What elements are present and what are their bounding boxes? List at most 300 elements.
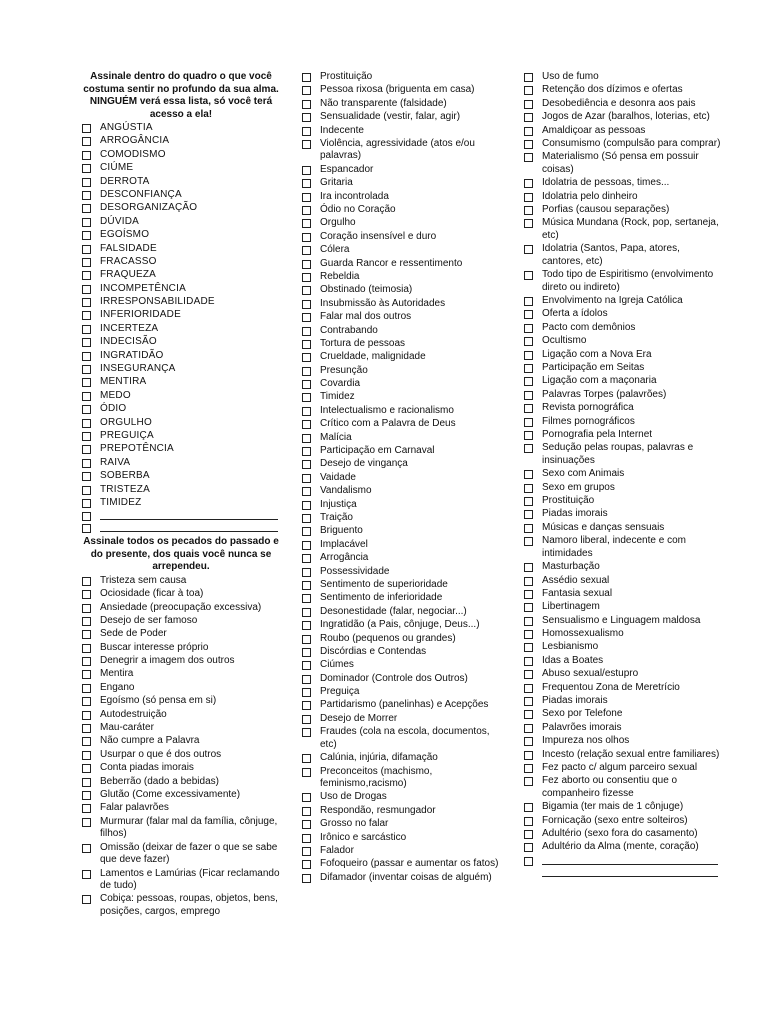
checkbox[interactable]: [524, 297, 533, 306]
checklist-item[interactable]: [300, 418, 502, 431]
checklist-item[interactable]: [300, 191, 502, 204]
checklist-item[interactable]: [300, 872, 502, 885]
checkbox[interactable]: [302, 193, 311, 202]
checklist-item[interactable]: [522, 641, 722, 654]
checkbox[interactable]: [302, 860, 311, 869]
blank-entry[interactable]: [80, 510, 282, 521]
checkbox[interactable]: [82, 271, 91, 280]
checkbox[interactable]: [302, 820, 311, 829]
checkbox[interactable]: [302, 300, 311, 309]
checklist-item[interactable]: [300, 125, 502, 138]
checklist-item[interactable]: [522, 217, 722, 242]
checkbox[interactable]: [302, 233, 311, 242]
checkbox[interactable]: [524, 271, 533, 280]
checkbox[interactable]: [524, 113, 533, 122]
checkbox[interactable]: [524, 510, 533, 519]
checklist-item[interactable]: [300, 258, 502, 271]
checkbox[interactable]: [82, 895, 91, 904]
checkbox[interactable]: [524, 431, 533, 440]
checkbox[interactable]: [302, 246, 311, 255]
checkbox[interactable]: [82, 204, 91, 213]
checklist-item[interactable]: [80, 176, 282, 189]
checkbox[interactable]: [302, 675, 311, 684]
checkbox[interactable]: [524, 803, 533, 812]
checkbox[interactable]: [302, 834, 311, 843]
checklist-item[interactable]: [522, 482, 722, 495]
checklist-item[interactable]: [80, 842, 282, 867]
checkbox[interactable]: [82, 472, 91, 481]
checklist-item[interactable]: [300, 485, 502, 498]
checklist-item[interactable]: [522, 375, 722, 388]
checklist-item[interactable]: [80, 229, 282, 242]
checkbox[interactable]: [524, 404, 533, 413]
checklist-item[interactable]: [522, 389, 722, 402]
checklist-item[interactable]: [300, 686, 502, 699]
checklist-item[interactable]: [300, 633, 502, 646]
checkbox[interactable]: [302, 73, 311, 82]
checklist-item[interactable]: [300, 445, 502, 458]
checklist-item[interactable]: [300, 791, 502, 804]
checklist-item[interactable]: [80, 457, 282, 470]
checkbox[interactable]: [524, 657, 533, 666]
checkbox[interactable]: [82, 285, 91, 294]
checkbox[interactable]: [302, 715, 311, 724]
checklist-item[interactable]: [80, 149, 282, 162]
checklist-item[interactable]: [522, 628, 722, 641]
checkbox[interactable]: [302, 260, 311, 269]
checkbox[interactable]: [524, 764, 533, 773]
checklist-item[interactable]: [80, 682, 282, 695]
checkbox[interactable]: [82, 524, 91, 533]
checkbox[interactable]: [302, 166, 311, 175]
checklist-item[interactable]: [300, 818, 502, 831]
checklist-item[interactable]: [300, 284, 502, 297]
checkbox[interactable]: [302, 501, 311, 510]
checklist-item[interactable]: [522, 601, 722, 614]
checkbox[interactable]: [302, 367, 311, 376]
blank-line[interactable]: [542, 867, 718, 877]
checklist-item[interactable]: [522, 668, 722, 681]
checklist-item[interactable]: [522, 695, 722, 708]
checklist-item[interactable]: [300, 726, 502, 751]
checkbox[interactable]: [524, 153, 533, 162]
checkbox[interactable]: [302, 754, 311, 763]
blank-line[interactable]: [100, 522, 278, 532]
checkbox[interactable]: [82, 590, 91, 599]
checkbox[interactable]: [524, 484, 533, 493]
checkbox[interactable]: [302, 393, 311, 402]
checkbox[interactable]: [302, 793, 311, 802]
checkbox[interactable]: [524, 337, 533, 346]
checklist-item[interactable]: [80, 762, 282, 775]
checklist-item[interactable]: [300, 311, 502, 324]
checklist-item[interactable]: [522, 561, 722, 574]
checkbox[interactable]: [82, 378, 91, 387]
checklist-item[interactable]: [300, 338, 502, 351]
checkbox[interactable]: [302, 380, 311, 389]
checklist-item[interactable]: [300, 244, 502, 257]
checklist-item[interactable]: [522, 588, 722, 601]
checkbox[interactable]: [524, 577, 533, 586]
checklist-item[interactable]: [80, 893, 282, 918]
checklist-item[interactable]: [80, 642, 282, 655]
checkbox[interactable]: [524, 697, 533, 706]
checkbox[interactable]: [524, 206, 533, 215]
checklist-item[interactable]: [300, 592, 502, 605]
checkbox[interactable]: [82, 486, 91, 495]
checklist-item[interactable]: [80, 668, 282, 681]
checklist-item[interactable]: [522, 349, 722, 362]
checkbox[interactable]: [82, 737, 91, 746]
checklist-item[interactable]: [80, 735, 282, 748]
checklist-item[interactable]: [80, 575, 282, 588]
checkbox[interactable]: [524, 219, 533, 228]
checklist-item[interactable]: [80, 296, 282, 309]
checkbox[interactable]: [302, 474, 311, 483]
checkbox[interactable]: [82, 191, 91, 200]
checkbox[interactable]: [82, 352, 91, 361]
checklist-item[interactable]: [300, 271, 502, 284]
checkbox[interactable]: [82, 818, 91, 827]
checkbox[interactable]: [82, 791, 91, 800]
checklist-item[interactable]: [300, 432, 502, 445]
checklist-item[interactable]: [522, 125, 722, 138]
checklist-item[interactable]: [300, 752, 502, 765]
checklist-item[interactable]: [300, 673, 502, 686]
checkbox[interactable]: [82, 499, 91, 508]
checkbox[interactable]: [82, 231, 91, 240]
checkbox[interactable]: [82, 405, 91, 414]
checkbox[interactable]: [524, 179, 533, 188]
checklist-item[interactable]: [80, 162, 282, 175]
checkbox[interactable]: [302, 327, 311, 336]
checklist-item[interactable]: [80, 189, 282, 202]
checkbox[interactable]: [302, 273, 311, 282]
checkbox[interactable]: [524, 193, 533, 202]
checkbox[interactable]: [82, 325, 91, 334]
checklist-item[interactable]: [522, 508, 722, 521]
checklist-item[interactable]: [80, 655, 282, 668]
checklist-item[interactable]: [522, 177, 722, 190]
checklist-item[interactable]: [300, 351, 502, 364]
checklist-item[interactable]: [522, 775, 722, 800]
checkbox[interactable]: [524, 603, 533, 612]
checklist-item[interactable]: [522, 749, 722, 762]
checklist-item[interactable]: [80, 243, 282, 256]
checkbox[interactable]: [302, 541, 311, 550]
checklist-item[interactable]: [522, 269, 722, 294]
checklist-item[interactable]: [80, 602, 282, 615]
checkbox[interactable]: [302, 113, 311, 122]
checklist-item[interactable]: [300, 566, 502, 579]
checklist-item[interactable]: [300, 458, 502, 471]
checkbox[interactable]: [82, 870, 91, 879]
checklist-item[interactable]: [300, 391, 502, 404]
checkbox[interactable]: [524, 470, 533, 479]
checklist-item[interactable]: [300, 606, 502, 619]
checkbox[interactable]: [302, 313, 311, 322]
checkbox[interactable]: [524, 830, 533, 839]
checkbox[interactable]: [524, 364, 533, 373]
checklist-item[interactable]: [80, 615, 282, 628]
checkbox[interactable]: [82, 751, 91, 760]
blank-line[interactable]: [542, 855, 718, 865]
checklist-item[interactable]: [522, 722, 722, 735]
checkbox[interactable]: [302, 487, 311, 496]
checkbox[interactable]: [524, 643, 533, 652]
checkbox[interactable]: [82, 311, 91, 320]
checklist-item[interactable]: [80, 336, 282, 349]
checkbox[interactable]: [82, 711, 91, 720]
checkbox[interactable]: [524, 245, 533, 254]
checklist-item[interactable]: [522, 295, 722, 308]
checklist-item[interactable]: [80, 323, 282, 336]
checklist-item[interactable]: [80, 269, 282, 282]
checklist-item[interactable]: [300, 845, 502, 858]
checkbox[interactable]: [524, 670, 533, 679]
checkbox[interactable]: [302, 353, 311, 362]
checkbox[interactable]: [82, 657, 91, 666]
checkbox[interactable]: [82, 617, 91, 626]
checkbox[interactable]: [82, 164, 91, 173]
checkbox[interactable]: [524, 377, 533, 386]
checkbox[interactable]: [302, 86, 311, 95]
checklist-item[interactable]: [80, 403, 282, 416]
checkbox[interactable]: [82, 512, 91, 521]
checkbox[interactable]: [302, 100, 311, 109]
checklist-item[interactable]: [80, 470, 282, 483]
checkbox[interactable]: [524, 391, 533, 400]
checklist-item[interactable]: [300, 472, 502, 485]
checklist-item[interactable]: [522, 495, 722, 508]
checkbox[interactable]: [524, 324, 533, 333]
checklist-item[interactable]: [522, 335, 722, 348]
checklist-item[interactable]: [522, 308, 722, 321]
checklist-item[interactable]: [522, 111, 722, 124]
checkbox[interactable]: [524, 444, 533, 453]
checklist-item[interactable]: [300, 378, 502, 391]
checklist-item[interactable]: [522, 71, 722, 84]
checkbox[interactable]: [302, 514, 311, 523]
checklist-item[interactable]: [300, 217, 502, 230]
checkbox[interactable]: [524, 590, 533, 599]
checklist-item[interactable]: [80, 776, 282, 789]
checkbox[interactable]: [82, 151, 91, 160]
checklist-item[interactable]: [80, 363, 282, 376]
checklist-item[interactable]: [300, 805, 502, 818]
checklist-item[interactable]: [300, 552, 502, 565]
checklist-item[interactable]: [522, 243, 722, 268]
checkbox[interactable]: [302, 407, 311, 416]
checklist-item[interactable]: [300, 619, 502, 632]
checklist-item[interactable]: [300, 512, 502, 525]
checklist-item[interactable]: [80, 283, 282, 296]
checkbox[interactable]: [524, 100, 533, 109]
checkbox[interactable]: [524, 418, 533, 427]
checklist-item[interactable]: [300, 98, 502, 111]
checklist-item[interactable]: [522, 204, 722, 217]
checklist-item[interactable]: [80, 722, 282, 735]
checkbox[interactable]: [82, 392, 91, 401]
blank-entry[interactable]: [522, 855, 722, 866]
checkbox[interactable]: [82, 604, 91, 613]
checkbox[interactable]: [524, 710, 533, 719]
checkbox[interactable]: [524, 537, 533, 546]
checklist-item[interactable]: [522, 522, 722, 535]
blank-entry[interactable]: [80, 522, 282, 533]
checklist-item[interactable]: [80, 789, 282, 802]
checklist-item[interactable]: [522, 708, 722, 721]
checkbox[interactable]: [524, 737, 533, 746]
checkbox[interactable]: [302, 648, 311, 657]
checkbox[interactable]: [302, 847, 311, 856]
checklist-item[interactable]: [300, 539, 502, 552]
checklist-item[interactable]: [300, 525, 502, 538]
checkbox[interactable]: [82, 670, 91, 679]
checklist-item[interactable]: [80, 350, 282, 363]
checklist-item[interactable]: [522, 828, 722, 841]
checkbox[interactable]: [82, 844, 91, 853]
checkbox[interactable]: [302, 621, 311, 630]
checklist-item[interactable]: [300, 499, 502, 512]
checklist-item[interactable]: [80, 695, 282, 708]
checklist-item[interactable]: [300, 405, 502, 418]
checkbox[interactable]: [82, 245, 91, 254]
checklist-item[interactable]: [80, 443, 282, 456]
checklist-item[interactable]: [80, 709, 282, 722]
checklist-item[interactable]: [80, 588, 282, 601]
checkbox[interactable]: [302, 874, 311, 883]
checklist-item[interactable]: [522, 535, 722, 560]
checklist-item[interactable]: [522, 151, 722, 176]
checklist-item[interactable]: [300, 832, 502, 845]
checklist-item[interactable]: [300, 204, 502, 217]
checklist-item[interactable]: [300, 646, 502, 659]
checkbox[interactable]: [82, 445, 91, 454]
checkbox[interactable]: [302, 140, 311, 149]
checkbox[interactable]: [524, 751, 533, 760]
checkbox[interactable]: [302, 447, 311, 456]
checklist-item[interactable]: [522, 429, 722, 442]
checklist-item[interactable]: [80, 122, 282, 135]
checkbox[interactable]: [302, 594, 311, 603]
checkbox[interactable]: [82, 697, 91, 706]
checklist-item[interactable]: [300, 111, 502, 124]
checklist-item[interactable]: [300, 71, 502, 84]
checklist-item[interactable]: [522, 362, 722, 375]
checklist-item[interactable]: [80, 202, 282, 215]
checklist-item[interactable]: [300, 298, 502, 311]
checklist-item[interactable]: [522, 191, 722, 204]
checklist-item[interactable]: [300, 325, 502, 338]
checkbox[interactable]: [82, 137, 91, 146]
checkbox[interactable]: [82, 459, 91, 468]
checkbox[interactable]: [524, 817, 533, 826]
checklist-item[interactable]: [80, 376, 282, 389]
checklist-item[interactable]: [80, 628, 282, 641]
checklist-item[interactable]: [522, 682, 722, 695]
checklist-item[interactable]: [522, 468, 722, 481]
checklist-item[interactable]: [80, 135, 282, 148]
checklist-item[interactable]: [522, 655, 722, 668]
checklist-item[interactable]: [300, 164, 502, 177]
checkbox[interactable]: [524, 140, 533, 149]
checkbox[interactable]: [302, 568, 311, 577]
checkbox[interactable]: [302, 581, 311, 590]
checkbox[interactable]: [82, 124, 91, 133]
checkbox[interactable]: [524, 617, 533, 626]
checklist-item[interactable]: [522, 815, 722, 828]
checkbox[interactable]: [302, 286, 311, 295]
checkbox[interactable]: [82, 644, 91, 653]
checkbox[interactable]: [524, 724, 533, 733]
checkbox[interactable]: [524, 86, 533, 95]
checkbox[interactable]: [524, 524, 533, 533]
checklist-item[interactable]: [300, 365, 502, 378]
checkbox[interactable]: [82, 724, 91, 733]
checklist-item[interactable]: [80, 868, 282, 893]
checkbox[interactable]: [82, 338, 91, 347]
checkbox[interactable]: [524, 630, 533, 639]
checklist-item[interactable]: [80, 816, 282, 841]
checklist-item[interactable]: [522, 138, 722, 151]
checkbox[interactable]: [82, 764, 91, 773]
checklist-item[interactable]: [300, 138, 502, 163]
checklist-item[interactable]: [80, 484, 282, 497]
checklist-item[interactable]: [80, 256, 282, 269]
checkbox[interactable]: [82, 432, 91, 441]
checkbox[interactable]: [302, 661, 311, 670]
checkbox[interactable]: [82, 178, 91, 187]
checkbox[interactable]: [82, 365, 91, 374]
checkbox[interactable]: [302, 127, 311, 136]
checkbox[interactable]: [302, 688, 311, 697]
checkbox[interactable]: [82, 630, 91, 639]
checkbox[interactable]: [302, 340, 311, 349]
checkbox[interactable]: [524, 563, 533, 572]
checklist-item[interactable]: [522, 801, 722, 814]
checkbox[interactable]: [524, 843, 533, 852]
checkbox[interactable]: [302, 807, 311, 816]
checklist-item[interactable]: [80, 802, 282, 815]
checklist-item[interactable]: [80, 417, 282, 430]
checkbox[interactable]: [302, 460, 311, 469]
checklist-item[interactable]: [300, 659, 502, 672]
checklist-item[interactable]: [80, 497, 282, 510]
checklist-item[interactable]: [300, 766, 502, 791]
checkbox[interactable]: [302, 728, 311, 737]
checkbox[interactable]: [82, 419, 91, 428]
checklist-item[interactable]: [300, 579, 502, 592]
checkbox[interactable]: [524, 351, 533, 360]
checklist-item[interactable]: [80, 216, 282, 229]
checkbox[interactable]: [82, 804, 91, 813]
checklist-item[interactable]: [300, 858, 502, 871]
checklist-item[interactable]: [522, 402, 722, 415]
checkbox[interactable]: [524, 127, 533, 136]
checklist-item[interactable]: [300, 177, 502, 190]
checkbox[interactable]: [302, 179, 311, 188]
checklist-item[interactable]: [522, 98, 722, 111]
checklist-item[interactable]: [522, 416, 722, 429]
checkbox[interactable]: [524, 777, 533, 786]
checkbox[interactable]: [302, 527, 311, 536]
checklist-item[interactable]: [80, 390, 282, 403]
checklist-item[interactable]: [80, 309, 282, 322]
checklist-item[interactable]: [522, 841, 722, 854]
checkbox[interactable]: [302, 434, 311, 443]
checkbox[interactable]: [82, 577, 91, 586]
